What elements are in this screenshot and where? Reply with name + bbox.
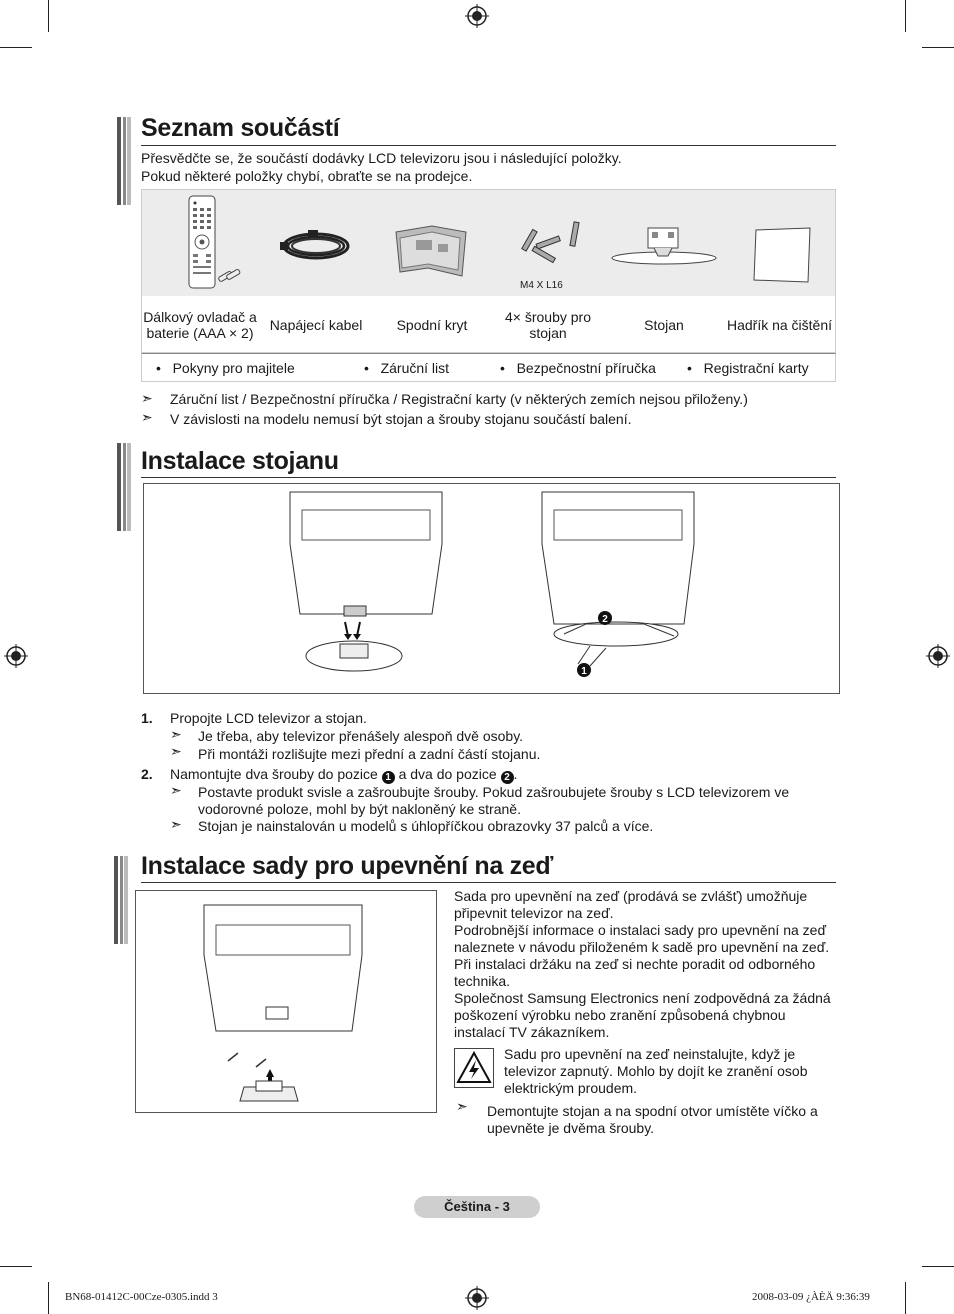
tv-back-icon [144, 484, 839, 693]
item-cloth [722, 190, 837, 354]
crop-mark [922, 1266, 954, 1267]
crop-mark [905, 0, 906, 32]
note-text: Demontujte stojan a na spodní otvor umístěte víčko a upevněte je dvěma šrouby. [487, 1103, 818, 1136]
title-rule [141, 145, 836, 146]
step-text: Namontujte dva šrouby do pozice 1 a dva do pozice 2 . [170, 766, 518, 783]
doc-item: Záruční list [380, 360, 450, 376]
position-2-marker: 2 [501, 771, 514, 784]
note-arrow-icon: ➣ [141, 409, 153, 425]
crop-mark [0, 47, 32, 48]
doc-item: Pokyny pro majitele [172, 360, 295, 376]
warning-electric-icon [454, 1048, 494, 1088]
item-caption: Napájecí kabel [269, 317, 363, 333]
wall-mount-para: Podrobnější informace o instalaci sady pro upevnění na zeď naleznete v návodu přiloženém k sadě pro upevnění na zeď. Při instalaci držáku na zeď si nechte poradit od odborného technika. [454, 922, 830, 989]
note-arrow-icon: ➣ [170, 726, 182, 742]
crop-mark [905, 1282, 906, 1314]
documents-row: • Pokyny pro majitele • Záruční list • Bezpečnostní příručka • Registrační karty [141, 353, 836, 382]
registration-mark-icon [465, 4, 489, 28]
intro-text: Přesvědčte se, že součástí dodávky LCD televizoru jsou i následující položky. Pokud některé položky chybí, obraťte se na prodejce. [141, 150, 622, 184]
note-text: Je třeba, aby televizor přenášely alespoň dvě osoby. [198, 728, 524, 744]
step-text: Propojte LCD televizor a stojan. [170, 710, 367, 726]
section-title-wall-mount: Instalace sady pro upevnění na zeď [141, 852, 554, 880]
file-info: BN68-01412C-00Cze-0305.indd 3 [65, 1291, 218, 1303]
note-arrow-icon: ➣ [141, 390, 153, 406]
wall-mount-para: Sada pro upevnění na zeď (prodává se zvlášť) umožňuje připevnit televizor na zeď. [454, 888, 808, 921]
note-arrow-icon: ➣ [170, 816, 182, 832]
note-text: Záruční list / Bezpečnostní příručka / Registrační karty (v některých zemích nejsou přiloženy.) [170, 391, 748, 407]
position-1-marker: 1 [382, 771, 395, 784]
section-title-stand: Instalace stojanu [141, 447, 339, 475]
step-number: 1. [141, 710, 153, 726]
screw-size-label: M4 X L16 [520, 280, 563, 291]
section-bar [117, 443, 131, 531]
note-text: Při montáži rozlišujte mezi přední a zadní částí stojanu. [198, 746, 541, 762]
title-rule [141, 477, 836, 478]
registration-mark-icon [4, 644, 28, 668]
step-number: 2. [141, 766, 153, 782]
item-caption: Dálkový ovladač a baterie (AAA × 2) [143, 309, 257, 341]
section-title-parts: Seznam součástí [141, 114, 340, 142]
wall-mount-para: Společnost Samsung Electronics není zodpovědná za žádná poškození výrobku nebo zranění způsobená chybnou instalací TV zákazníkem. [454, 990, 831, 1040]
note-text: Postavte produkt svisle a zašroubujte šrouby. Pokud zašroubujete šrouby s LCD televizorem ve vodorovné poloze, mohl by být nakloněný ke straně. [198, 784, 790, 817]
tv-wall-mount-icon [136, 891, 436, 1112]
item-caption: 4× šrouby pro stojan [505, 309, 591, 341]
note-arrow-icon: ➣ [456, 1098, 468, 1114]
note-text: V závislosti na modelu nemusí být stojan a šrouby stojanu součástí balení. [170, 411, 632, 427]
item-power-cable [258, 190, 374, 354]
stand-install-illustration [143, 483, 840, 694]
doc-item: Registrační karty [703, 360, 809, 376]
parts-table [141, 189, 836, 353]
crop-mark [48, 1282, 49, 1314]
item-bottom-cover [374, 190, 490, 354]
note-text: Stojan je nainstalován u modelů s úhlopříčkou obrazovky 37 palců a více. [198, 818, 654, 834]
title-rule [141, 882, 836, 883]
date-info: 2008-03-09 ¿ÀÈÄ 9:36:39 [752, 1291, 870, 1303]
stand-icon [606, 190, 722, 296]
note-arrow-icon: ➣ [170, 743, 182, 759]
crop-mark [0, 1266, 32, 1267]
section-bar [114, 856, 128, 944]
item-caption: Hadřík na čištění [726, 317, 833, 333]
svg-text:1: 1 [581, 666, 587, 677]
warning-text: Sadu pro upevnění na zeď neinstalujte, když je televizor zapnutý. Mohlo by dojít ke zranění osob elektrickým proudem. [504, 1046, 808, 1096]
crop-mark [922, 47, 954, 48]
doc-item: Bezpečnostní příručka [516, 360, 656, 376]
cloth-icon [722, 190, 837, 296]
bottom-cover-icon [374, 190, 490, 296]
note-arrow-icon: ➣ [170, 782, 182, 798]
item-screws [490, 190, 606, 354]
registration-mark-icon [926, 644, 950, 668]
item-remote [142, 190, 258, 354]
item-stand [606, 190, 722, 354]
item-caption: Stojan [644, 317, 684, 333]
crop-mark [48, 0, 49, 32]
power-cable-icon [258, 190, 374, 296]
section-bar [117, 117, 131, 205]
remote-icon [142, 190, 258, 296]
registration-mark-icon [465, 1286, 489, 1310]
svg-text:2: 2 [602, 614, 608, 625]
page-number-badge: Čeština - 3 [414, 1196, 540, 1218]
item-caption: Spodní kryt [396, 317, 468, 333]
wall-mount-illustration [135, 890, 437, 1113]
